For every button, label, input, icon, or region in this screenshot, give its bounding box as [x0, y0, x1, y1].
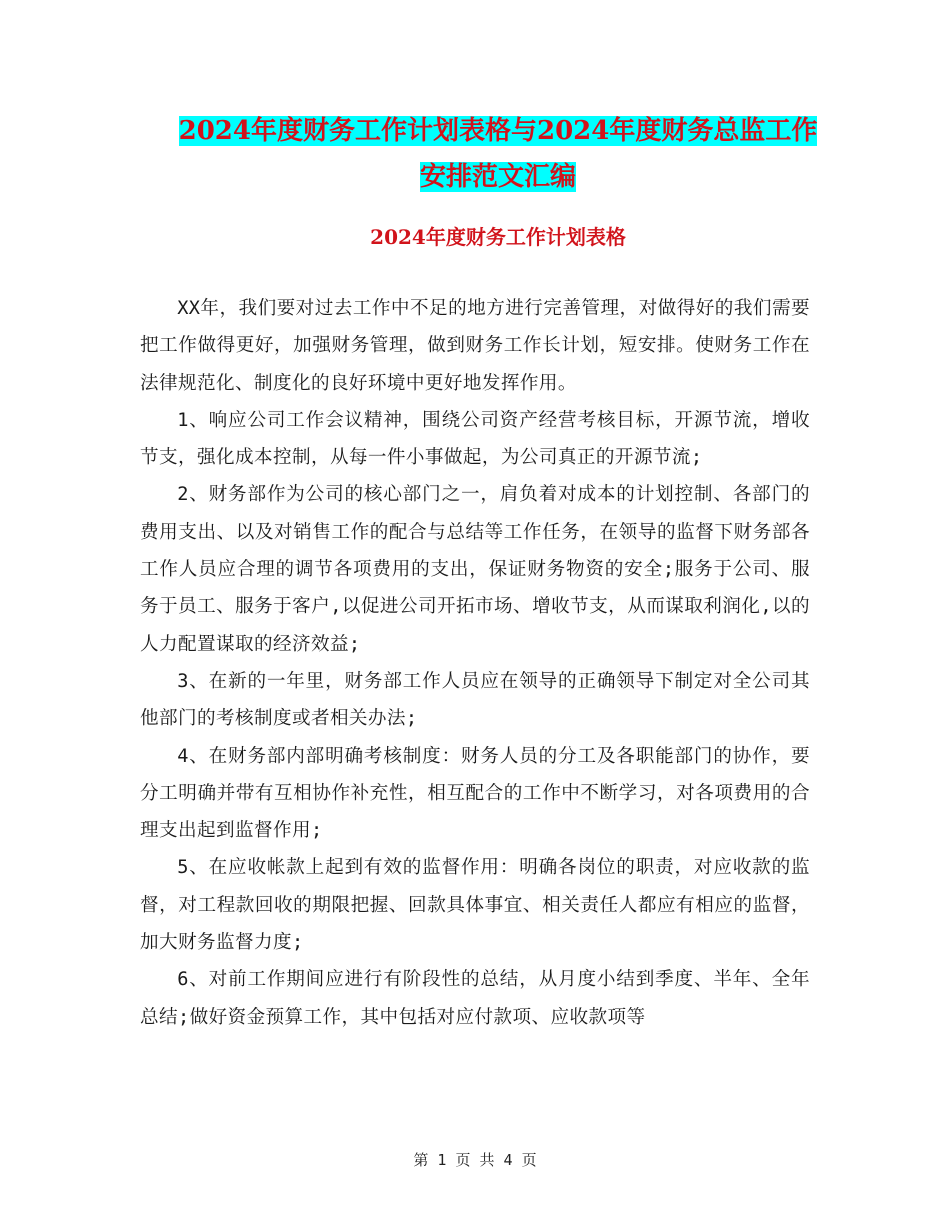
paragraph-item-6: 6、对前工作期间应进行有阶段性的总结，从月度小结到季度、半年、全年总结;做好资金预算工作，其中包括对应付款项、应收款项等 — [140, 969, 810, 1028]
document-title — [140, 108, 856, 200]
paragraph-item-2: 2、财务部作为公司的核心部门之一，肩负着对成本的计划控制、各部门的费用支出、以及对销售工作的配合与总结等工作任务，在领导的监督下财务部各工作人员应合理的调节各项费用的支出，保证财务物资的安全;服务于公司、服务于员工、服务于客户,以促进公司开拓市场、增收节支，从而谋取利润化,以的人力配置谋取的经济效益; — [140, 484, 810, 655]
section-title: 2024年度财务工作计划表格 — [370, 225, 626, 249]
paragraph-item-5: 5、在应收帐款上起到有效的监督作用：明确各岗位的职责，对应收款的监督，对工程款回收的期限把握、回款具体事宜、相关责任人都应有相应的监督，加大财务监督力度; — [140, 857, 810, 954]
paragraph-item-4: 4、在财务部内部明确考核制度：财务人员的分工及各职能部门的协作，要分工明确并带有互相协作补充性，相互配合的工作中不断学习，对各项费用的合理支出起到监督作用; — [140, 745, 810, 842]
page-number-footer: 第 1 页 共 4 页 — [413, 1151, 537, 1169]
document-title-line-2: 安排范文汇编 — [419, 162, 576, 192]
document-title-line-1: 2024年度财务工作计划表格与2024年度财务总监工作 — [178, 116, 818, 146]
paragraph-intro: XX年，我们要对过去工作中不足的地方进行完善管理，对做得好的我们需要把工作做得更好，加强财务管理，做到财务工作长计划，短安排。使财务工作在法律规范化、制度化的良好环境中更好地发挥作用。 — [140, 298, 810, 394]
document-body — [140, 290, 810, 1036]
paragraph-item-3: 3、在新的一年里，财务部工作人员应在领导的正确领导下制定对全公司其他部门的考核制度或者相关办法; — [140, 670, 810, 730]
paragraph-item-1: 1、响应公司工作会议精神，围绕公司资产经营考核目标，开源节流，增收节支，强化成本控制，从每一件小事做起，为公司真正的开源节流; — [140, 409, 810, 469]
